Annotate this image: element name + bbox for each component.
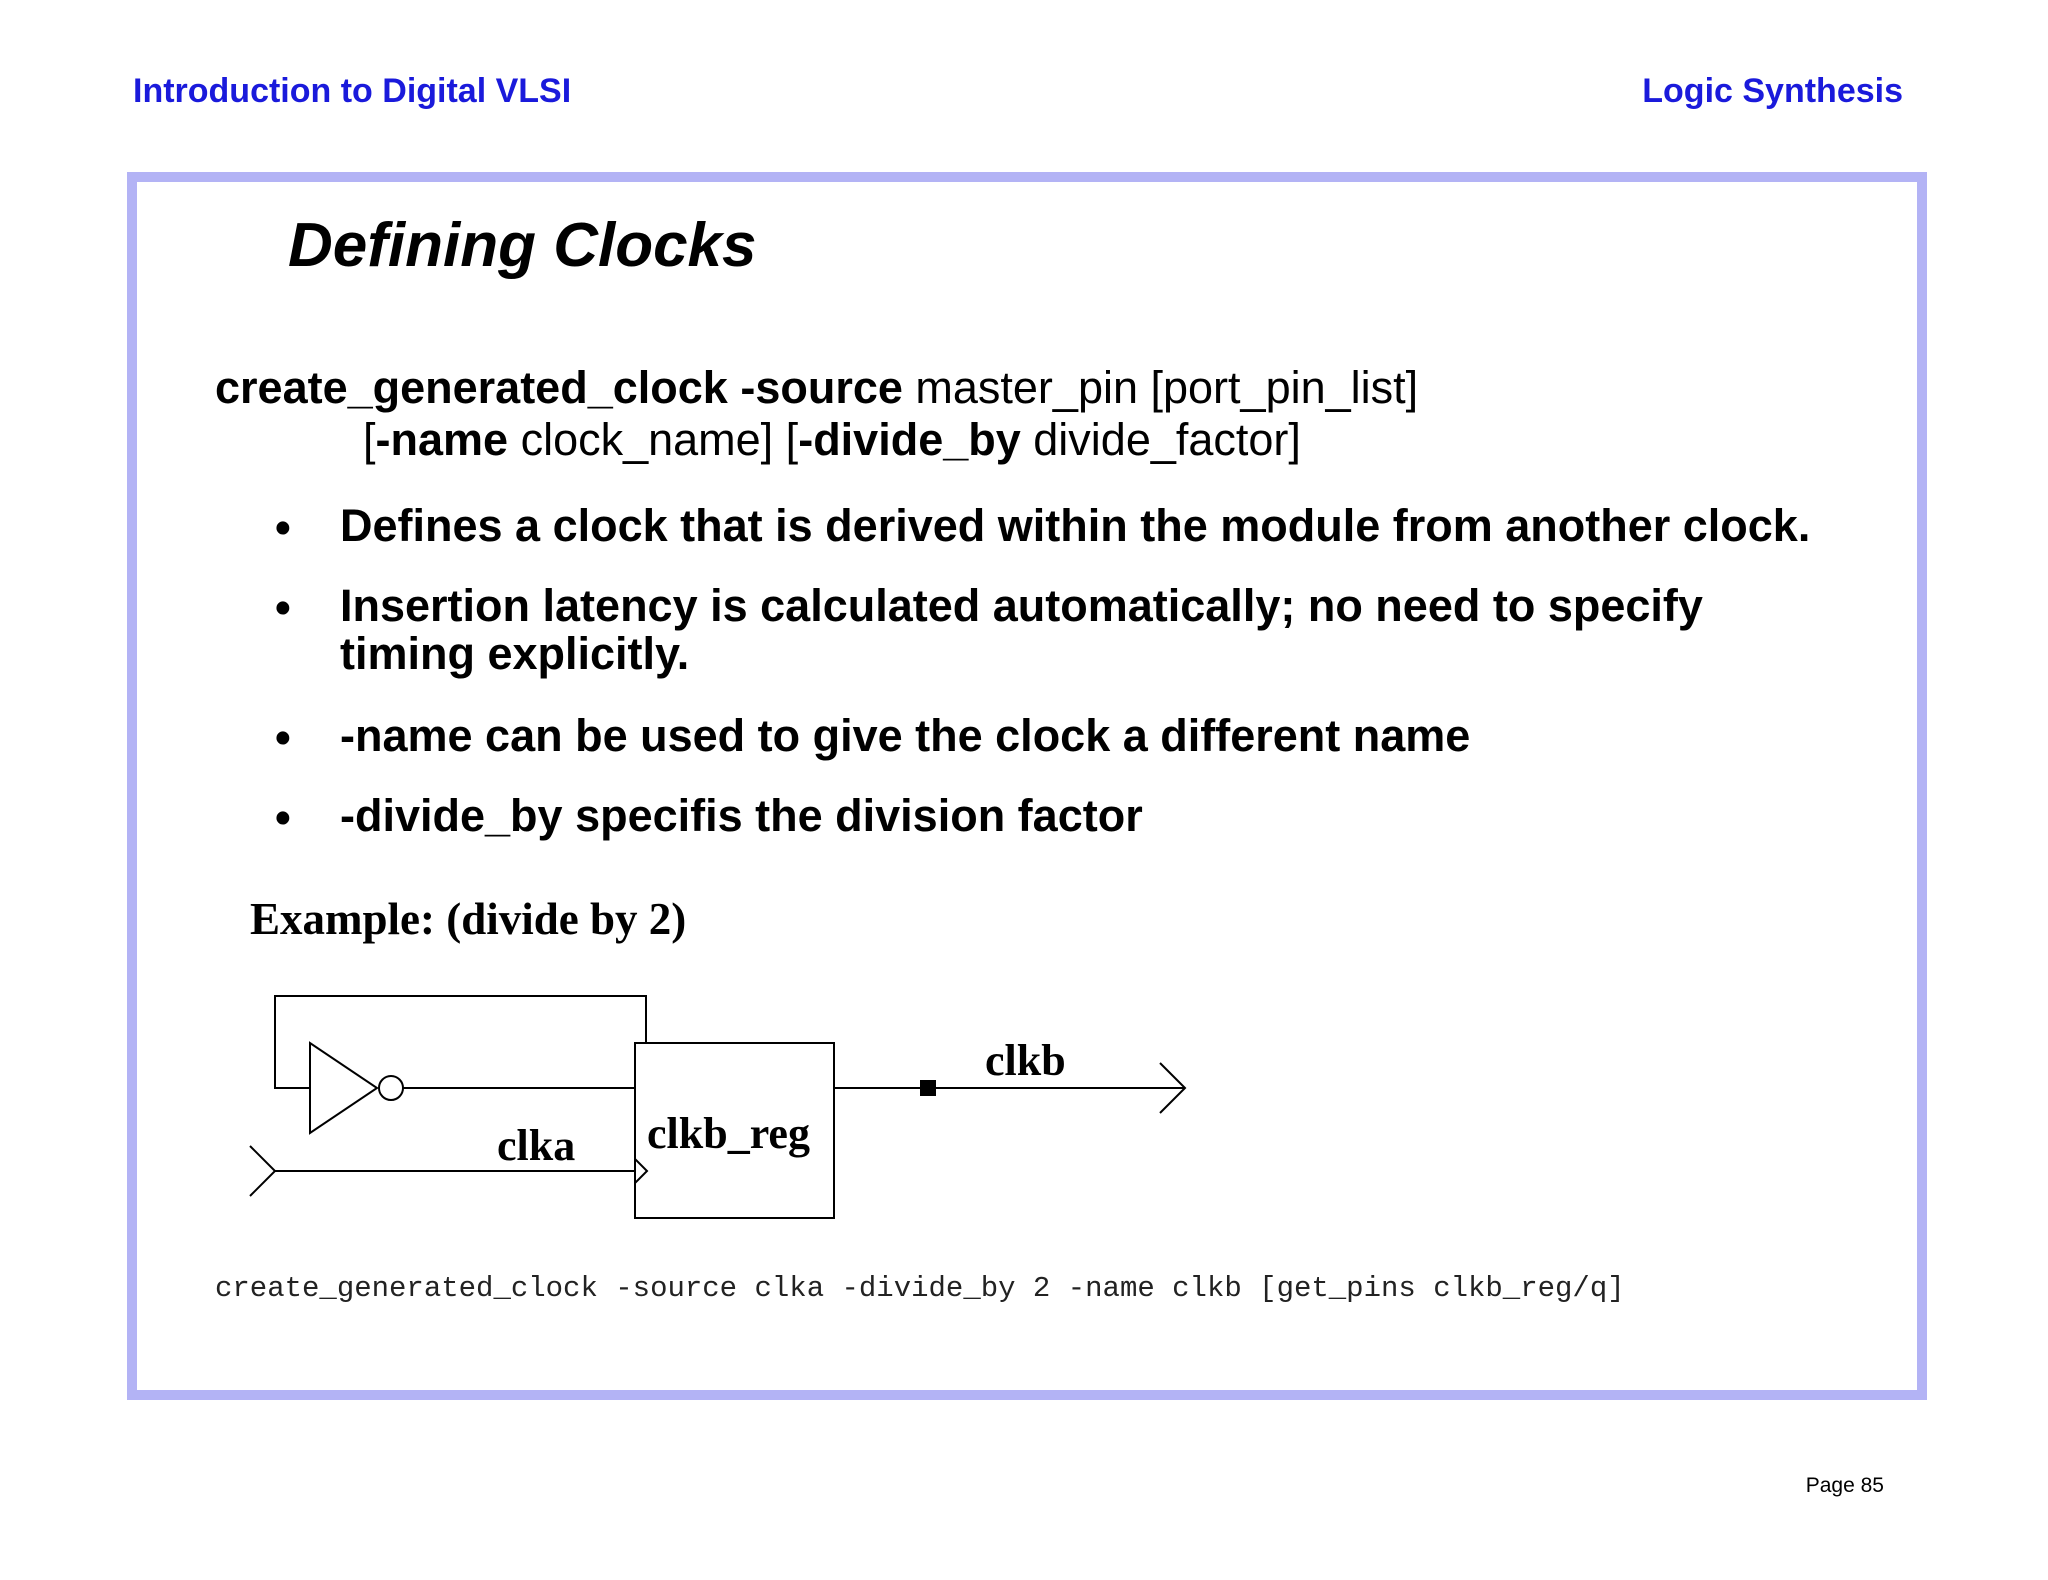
bullet-marker: • (275, 502, 291, 553)
bullet-item: -name can be used to give the clock a different name (340, 710, 1471, 761)
bullet-item: -divide_by specifis the division factor (340, 790, 1143, 841)
bullet-item: Defines a clock that is derived within the module from another clock. (340, 500, 1811, 551)
syntax-name-arg: clock_name] [ (508, 414, 799, 465)
syntax-bracket: [ (363, 414, 376, 465)
input-clock-label: clka (497, 1121, 576, 1170)
bullet-marker: • (275, 792, 291, 843)
bullet-marker: • (275, 712, 291, 763)
syntax-option-name: -name (375, 414, 509, 465)
syntax-option-source: -source (740, 362, 903, 413)
syntax-option-divide: -divide_by (798, 414, 1021, 465)
syntax-divide-arg: divide_factor] (1020, 414, 1301, 465)
register-label: clkb_reg (647, 1109, 810, 1158)
junction-dot (920, 1080, 936, 1096)
course-title: Introduction to Digital VLSI (133, 72, 572, 110)
bullet-item: Insertion latency is calculated automatically; no need to specify timing explicitly. (340, 580, 1703, 679)
syntax-source-args: master_pin [port_pin_list] (902, 362, 1419, 413)
syntax-command: create_generated_clock (215, 362, 728, 413)
input-port-arrow-icon (250, 1146, 275, 1196)
inverter-icon (310, 1043, 377, 1133)
section-title: Logic Synthesis (1642, 72, 1903, 110)
bullet-marker: • (275, 582, 291, 633)
slide-title: Defining Clocks (288, 211, 757, 280)
example-command: create_generated_clock -source clka -divide_by 2 -name clkb [get_pins clkb_reg/q] (215, 1272, 1625, 1305)
output-clock-label: clkb (985, 1036, 1066, 1085)
example-label: Example: (divide by 2) (250, 894, 687, 944)
page-number: Page 85 (1805, 1474, 1884, 1497)
inverter-bubble-icon (379, 1076, 403, 1100)
